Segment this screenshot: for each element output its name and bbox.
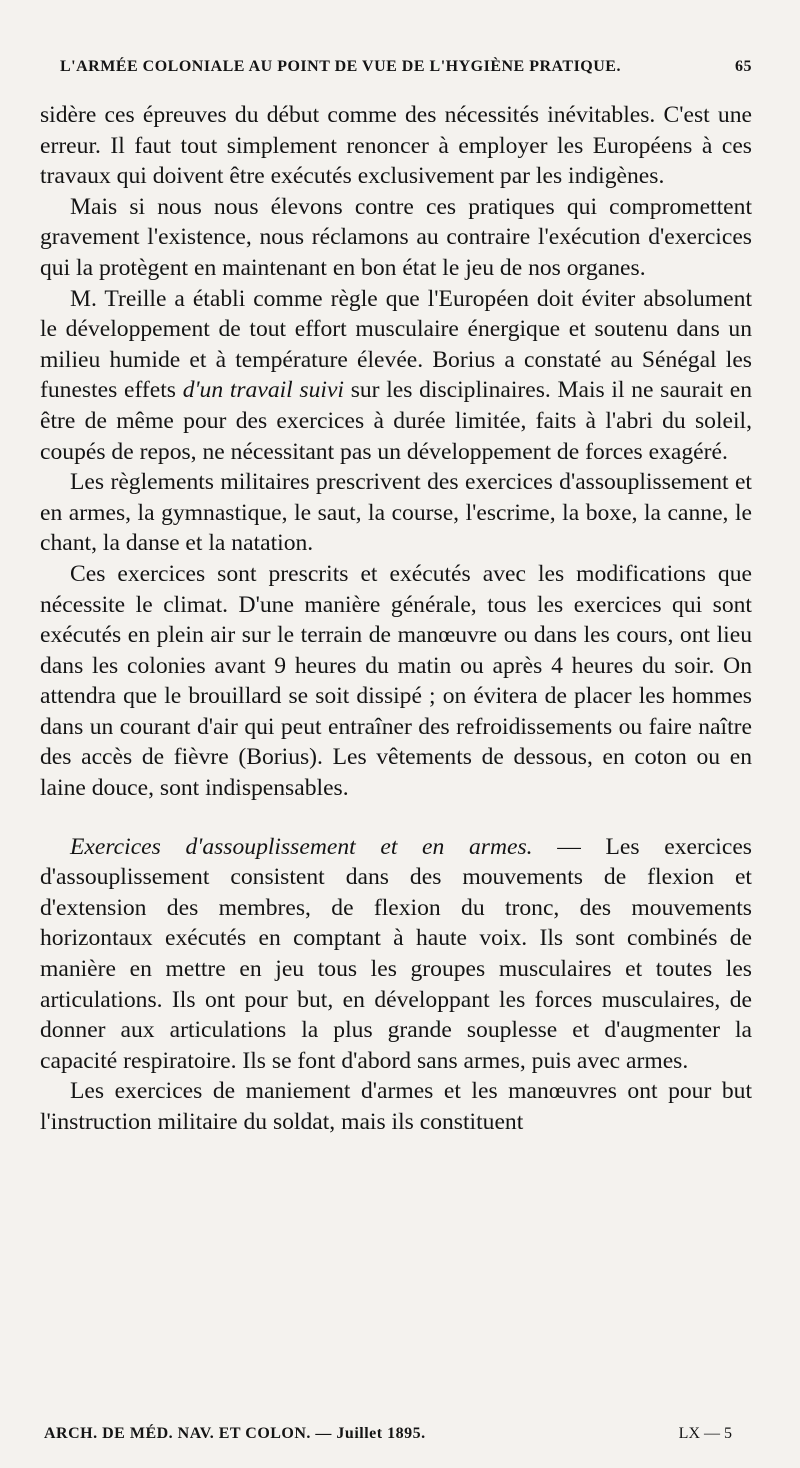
journal-citation: ARCH. DE MÉD. NAV. ET COLON. — Juillet 1895. (44, 1425, 426, 1442)
page-footer (44, 1425, 752, 1451)
paragraph-4: Les règlements militaires prescrivent des exercices d'assouplissement et en armes, la gymnastique, le saut, la course, l'escrime, la boxe, la canne, le chant, la danse et la natation. (40, 469, 752, 557)
paragraph-6-text: — Les exercices d'assouplissement consistent dans des mouvements de flexion et d'extension des membres, de flexion du tronc, des mouvements horizontaux exécutés en comptant à haute voix. Ils sont combinés de manière en mettre en jeu tous les groupes musculaires et toutes les articulations. Ils ont pour but, en développant les forces musculaires, de donner aux articulations la plus grande souplesse et d'augmenter la capacité respiratoire. Ils se font d'abord sans armes, puis avec armes. (40, 833, 752, 1074)
paragraph-7: Les exercices de maniement d'armes et les manœuvres ont pour but l'instruction militaire du soldat, mais ils constituent (40, 1078, 752, 1135)
paragraph-6 (40, 832, 752, 1077)
running-header (60, 58, 752, 88)
paragraph-3 (40, 284, 752, 468)
paragraph-3-text: M. Treille a établi comme règle que l'Européen doit éviter absolument le développement de tout effort musculaire énergique et soutenu dans un milieu humide et à température élevée. Borius a constaté au Sénégal les funestes effets (40, 285, 752, 404)
paragraph-3-continued: sur les disciplinaires. Mais il ne saurait en être de même pour des exercices à durée limitée, faits à l'abri du soleil, coupés de repos, ne nécessitant pas un développement de forces exagéré. (40, 377, 752, 465)
section-heading: Exercices d'assouplissement et en armes. (70, 833, 533, 860)
page-number: 65 (735, 58, 752, 75)
body-text (40, 100, 752, 1138)
paragraph-1: sidère ces épreuves du début comme des nécessités inévitables. C'est une erreur. Il faut tout simplement renoncer à employer les Européens à ces travaux qui doivent être exécutés exclusivement par les indigènes. (40, 102, 752, 190)
paragraph-5: Ces exercices sont prescrits et exécutés avec les modifications que nécessite le climat. D'une manière générale, tous les exercices qui sont exécutés en plein air sur le terrain de manœuvre ou dans les cours, ont lieu dans les colonies avant 9 heures du matin ou après 4 heures du soir. On attendra que le brouillard se soit dissipé ; on évitera de placer les hommes dans un courant d'air qui peut entraîner des refroidissements ou faire naître des accès de fièvre (Borius). Les vêtements de dessous, en coton ou en laine douce, sont indispensables. (40, 560, 752, 802)
paragraph-2: Mais si nous nous élevons contre ces pratiques qui compromettent gravement l'existence, nous réclamons au contraire l'exécution d'exercices qui la protègent en maintenant en bon état le jeu de nos organes. (40, 193, 752, 281)
signature-mark: LX — 5 (678, 1425, 732, 1442)
italic-phrase: d'un travail suivi (182, 377, 344, 404)
running-title: L'ARMÉE COLONIALE AU POINT DE VUE DE L'HYGIÈNE PRATIQUE. (60, 58, 621, 75)
